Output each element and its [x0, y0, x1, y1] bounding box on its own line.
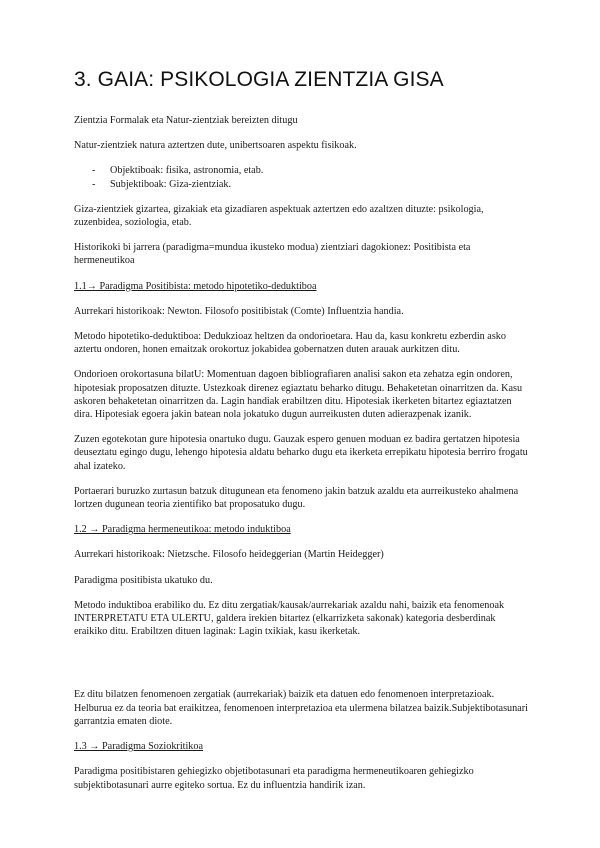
section-1-2-aurrekari: Aurrekari historikoak: Nietzsche. Filosofo heideggerian (Martin Heidegger) [74, 549, 384, 561]
section-1-2-ukatu: Paradigma positibista ukatuko du. [74, 574, 213, 586]
intro-paragraph-1: Zientzia Formalak eta Natur-zientziak bereizten ditugu [74, 115, 298, 126]
giza-zientziak-paragraph: Giza-zientziek gizartea, gizakiak eta gizadiaren aspektuak aztertzen edo azaltzen dituzte: psikologia, zuzenbidea, soziologia, etab. [74, 203, 484, 229]
section-1-1-ondorioen: Ondorioen orokortasuna bilatU: Momentuan dagoen bibliografiaren analisi sakon eta zehatza egin ondoren, hipotesiak proposatzen dituzte. Ustezkoak direnez egiaztatu beharko ditugu. Behaketetan oinarritzen da. Kasu askoren behaketetan oinarritzen da. Lagin handiak erabiltzen ditu. Hipotesiak ikerketen bitartez egiaztatzen dira. Hipotesiak egoera jakin batean nola jokatuko dugun aurreikusten duten adierazpenak izanik. [74, 369, 523, 421]
section-1-3-paragraph: Paradigma positibistaren gehiegizko objetibotasunari eta paradigma hermeneutikoaren gehiegizko subjektibotasunari aurre egiteko sortua. Ez du influentzia handirik izan. [74, 766, 474, 791]
section-1-2-metodo: Metodo induktiboa erabiliko du. Ez ditu zergatiak/kausak/aurrekariak azaldu nahi, baizik eta fenomenoak INTERPRETATU ETA ULERTU, galdera irekien bitartez (elkarrizketa sakonak) kategoria desberdinak eraikiko ditu. Erabiltzen dituen laginak: Lagin txikiak, kasu ikerketak. [74, 599, 505, 638]
blank-space [74, 650, 530, 688]
intro-paragraph-2: Natur-zientziek natura aztertzen dute, unibertsoaren aspektu fisikoak. [74, 140, 357, 152]
list-item: - Subjektiboak: Giza-zientziak. [92, 178, 530, 191]
section-1-2-ez-ditu: Ez ditu bilatzen fenomenoen zergatiak (aurrekariak) baizik eta datuen edo fenomenoen interpretazioak. Helburua ez da teoria bat eraikitzea, fenomenoen interpretazioa eta ulermena bilatzea baizik.Subjektibotasunari garrantzia ematen diote. [74, 689, 528, 727]
section-heading-1-1: 1.1→ Paradigma Positibista: metodo hipotetiko-deduktiboa [74, 280, 317, 292]
science-types-list [74, 164, 530, 190]
section-1-1-zuzen: Zuzen egotekotan gure hipotesia onartuko dugu. Gauzak espero genuen moduan ez badira gertatzen hipotesia deuseztatu egingo dugu, lehengo hipotesia aldatu beharko dugu eta ikerketa errepikatu hipotesia berriro frogatu ahal izateko. [74, 434, 528, 472]
section-heading-1-2: 1.2 → Paradigma hermeneutikoa: metodo induktiboa [74, 524, 291, 536]
section-1-1-metodo: Metodo hipotetiko-deduktiboa: Dedukzioaz heltzen da ondorioetara. Hau da, kasu konkretu ezberdin asko aztertu ondoren, honen emaitzak orokortuz jokabidea gobernatzen duten arauak aurkitzen ditu. [74, 331, 506, 356]
section-heading-1-3: 1.3 → Paradigma Soziokritikoa [74, 741, 204, 753]
historikoki-paragraph: Historikoki bi jarrera (paradigma=mundua ikusteko modua) zientziari dagokionez: Positibista eta hermeneutikoa [74, 242, 471, 267]
section-1-1-aurrekari: Aurrekari historikoak: Newton. Filosofo positibistak (Comte) Influentzia handia. [74, 305, 404, 317]
section-1-1-portaerari: Portaerari buruzko zurtasun batzuk ditugunean eta fenomeno jakin batzuk azaldu eta aurreikusteko ahalmena lortzen dugunean teoria zientifiko bat proposatuko dugu. [74, 485, 519, 511]
page-title: 3. GAIA: PSIKOLOGIA ZIENTZIA GISA [74, 68, 444, 91]
list-item: - Objektiboak: fisika, astronomia, etab. [92, 164, 530, 177]
